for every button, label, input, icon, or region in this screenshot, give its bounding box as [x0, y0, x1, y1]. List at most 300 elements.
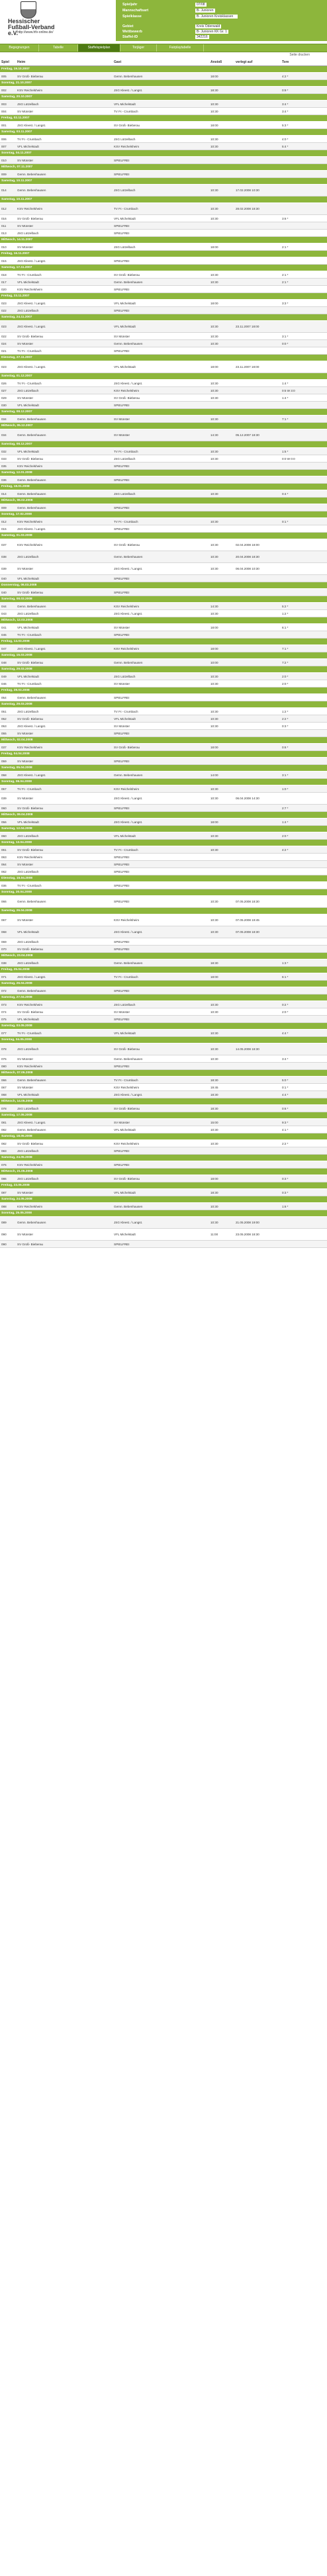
home-team[interactable]: JSG Lützelbach: [16, 1175, 113, 1182]
score[interactable]: 0:9 *: [281, 87, 327, 94]
score[interactable]: 0:5 W 3:0: [281, 387, 327, 394]
score[interactable]: [281, 307, 327, 314]
away-team[interactable]: Gemn. Bebenhausen: [113, 73, 209, 80]
score[interactable]: [281, 694, 327, 701]
score[interactable]: 0:1 *: [281, 518, 327, 525]
score[interactable]: [281, 525, 327, 533]
score[interactable]: [281, 589, 327, 596]
home-team[interactable]: SV Münster: [16, 861, 113, 868]
away-team[interactable]: SPIELFREI: [113, 157, 209, 164]
home-team[interactable]: SV Groß- Bieberau: [16, 215, 113, 222]
score[interactable]: 0:3 *: [281, 723, 327, 730]
association-url[interactable]: http://www.hfv-online.de/: [17, 30, 54, 34]
away-team[interactable]: Gemn. Bebenhausen: [113, 659, 209, 666]
home-team[interactable]: JSG Kleest. / Langst.: [16, 361, 113, 373]
home-team[interactable]: KSV Reichelsheim: [16, 1063, 113, 1070]
score[interactable]: 1:2 *: [281, 610, 327, 617]
home-team[interactable]: VFL Michelstadt: [16, 448, 113, 455]
tab-tabelle[interactable]: Tabelle: [39, 44, 78, 52]
home-team[interactable]: JSG Lützelbach: [16, 868, 113, 875]
away-team[interactable]: SPIELFREI: [113, 463, 209, 470]
away-team[interactable]: KSV Reichelsheim: [113, 143, 209, 150]
home-team[interactable]: JSG Lützelbach: [16, 1105, 113, 1112]
score[interactable]: 1:4 *: [281, 819, 327, 826]
away-team[interactable]: TV Fr.- Crumbach: [113, 203, 209, 215]
score[interactable]: [281, 926, 327, 938]
home-team[interactable]: JSG Lützelbach: [16, 387, 113, 394]
score[interactable]: 7:1 *: [281, 645, 327, 652]
score[interactable]: 7:1 *: [281, 416, 327, 423]
home-team[interactable]: VFL Michelstadt: [16, 279, 113, 286]
score[interactable]: 0:1 *: [281, 1084, 327, 1091]
home-team[interactable]: KSV Reichelsheim: [16, 854, 113, 861]
score[interactable]: 0:2 *: [281, 1001, 327, 1008]
home-team[interactable]: SV Groß- Bieberau: [16, 846, 113, 854]
score[interactable]: [281, 230, 327, 237]
away-team[interactable]: SV Münster: [113, 333, 209, 340]
home-team[interactable]: JSG Kleest. / Langst.: [16, 257, 113, 265]
home-team[interactable]: SV Münster: [16, 1189, 113, 1196]
print-link[interactable]: Seite drucken: [289, 53, 310, 57]
away-team[interactable]: SPIELFREI: [113, 1241, 209, 1248]
away-team[interactable]: SPIELFREI: [113, 938, 209, 946]
home-team[interactable]: JSG Lützelbach: [16, 1147, 113, 1155]
home-team[interactable]: KSV Reichelsheim: [16, 286, 113, 293]
home-team[interactable]: Gemn. Bebenhausen: [16, 429, 113, 441]
away-team[interactable]: VFL Michelstadt: [113, 1126, 209, 1133]
away-team[interactable]: SPIELFREI: [113, 589, 209, 596]
score[interactable]: [281, 203, 327, 215]
away-team[interactable]: TV Fr.- Crumbach: [113, 1077, 209, 1084]
away-team[interactable]: SV Münster: [113, 416, 209, 423]
score[interactable]: [281, 631, 327, 639]
score[interactable]: 2:1 *: [281, 244, 327, 251]
score[interactable]: [281, 185, 327, 197]
away-team[interactable]: KSV Reichelsheim: [113, 1140, 209, 1147]
score[interactable]: 2:1 *: [281, 279, 327, 286]
home-team[interactable]: Gemn. Bebenhausen: [16, 171, 113, 178]
away-team[interactable]: SPIELFREI: [113, 402, 209, 409]
home-team[interactable]: JSG Lützelbach: [16, 101, 113, 108]
home-team[interactable]: VFL Michelstadt: [16, 1016, 113, 1023]
score[interactable]: 1:4 *: [281, 394, 327, 402]
away-team[interactable]: TV Fr.- Crumbach: [113, 708, 209, 715]
home-team[interactable]: SV Groß- Bieberau: [16, 659, 113, 666]
away-team[interactable]: SPIELFREI: [113, 1016, 209, 1023]
home-team[interactable]: TV Fr.- Crumbach: [16, 882, 113, 889]
away-team[interactable]: SPIELFREI: [113, 525, 209, 533]
score[interactable]: [281, 222, 327, 230]
score[interactable]: [281, 987, 327, 995]
score[interactable]: [281, 938, 327, 946]
away-team[interactable]: SPIELFREI: [113, 1147, 209, 1155]
away-team[interactable]: JSG Kleest. / Langst.: [113, 563, 209, 575]
away-team[interactable]: SPIELFREI: [113, 347, 209, 355]
away-team[interactable]: JSG Kleest. / Langst.: [113, 819, 209, 826]
away-team[interactable]: VFL Michelstadt: [113, 1229, 209, 1241]
score[interactable]: 2:2 *: [281, 1140, 327, 1147]
home-team[interactable]: SV Münster: [16, 730, 113, 737]
away-team[interactable]: Gemn. Bebenhausen: [113, 340, 209, 347]
home-team[interactable]: JSG Lützelbach: [16, 1044, 113, 1055]
home-team[interactable]: VFL Michelstadt: [16, 575, 113, 582]
away-team[interactable]: TV Fr.- Crumbach: [113, 448, 209, 455]
score[interactable]: [281, 575, 327, 582]
away-team[interactable]: SPIELFREI: [113, 504, 209, 511]
score[interactable]: [281, 463, 327, 470]
score[interactable]: [281, 758, 327, 765]
score[interactable]: 4:4 *: [281, 1091, 327, 1098]
home-team[interactable]: VFL Michelstadt: [16, 926, 113, 938]
score[interactable]: 4:4 *: [281, 1030, 327, 1037]
home-team[interactable]: Gemn. Bebenhausen: [16, 1077, 113, 1084]
away-team[interactable]: JSG Kleest. / Langst.: [113, 793, 209, 805]
score[interactable]: 3:1 *: [281, 772, 327, 779]
away-team[interactable]: SPIELFREI: [113, 758, 209, 765]
home-team[interactable]: KSV Reichelsheim: [16, 1203, 113, 1210]
home-team[interactable]: Gemn. Bebenhausen: [16, 416, 113, 423]
home-team[interactable]: JSG Lützelbach: [16, 708, 113, 715]
away-team[interactable]: SPIELFREI: [113, 631, 209, 639]
away-team[interactable]: JSG Kleest. / Langst.: [113, 87, 209, 94]
score[interactable]: [281, 896, 327, 908]
home-team[interactable]: SV Groß- Bieberau: [16, 715, 113, 723]
away-team[interactable]: SV Münster: [113, 680, 209, 688]
score[interactable]: 6:1 *: [281, 973, 327, 981]
away-team[interactable]: TV Fr.- Crumbach: [113, 846, 209, 854]
away-team[interactable]: KSV Reichelsheim: [113, 603, 209, 610]
home-team[interactable]: VFL Michelstadt: [16, 402, 113, 409]
score[interactable]: [281, 793, 327, 805]
score[interactable]: [281, 861, 327, 868]
score[interactable]: 4:1 *: [281, 1126, 327, 1133]
away-team[interactable]: SPIELFREI: [113, 896, 209, 908]
away-team[interactable]: KSV Reichelsheim: [113, 785, 209, 793]
home-team[interactable]: SV Münster: [16, 1055, 113, 1063]
away-team[interactable]: SPIELFREI: [113, 946, 209, 953]
away-team[interactable]: VFL Michelstadt: [113, 1030, 209, 1037]
away-team[interactable]: JSG Lützelbach: [113, 1001, 209, 1008]
away-team[interactable]: SPIELFREI: [113, 1063, 209, 1070]
home-team[interactable]: TV Fr.- Crumbach: [16, 631, 113, 639]
score[interactable]: [281, 429, 327, 441]
home-team[interactable]: Gemn. Bebenhausen: [16, 1217, 113, 1229]
away-team[interactable]: Gemn. Bebenhausen: [113, 1055, 209, 1063]
away-team[interactable]: SPIELFREI: [113, 805, 209, 812]
away-team[interactable]: JSG Lützelbach: [113, 244, 209, 251]
away-team[interactable]: SPIELFREI: [113, 861, 209, 868]
away-team[interactable]: JSG Kleest. / Langst.: [113, 926, 209, 938]
home-team[interactable]: SV Münster: [16, 1229, 113, 1241]
away-team[interactable]: SPIELFREI: [113, 307, 209, 314]
away-team[interactable]: KSV Reichelsheim: [113, 387, 209, 394]
score[interactable]: 5:3 *: [281, 122, 327, 129]
home-team[interactable]: SV Münster: [16, 793, 113, 805]
score[interactable]: [281, 504, 327, 511]
away-team[interactable]: Gemn. Bebenhausen: [113, 772, 209, 779]
away-team[interactable]: JSG Lützelbach: [113, 136, 209, 143]
away-team[interactable]: SPIELFREI: [113, 171, 209, 178]
home-team[interactable]: TV Fr.- Crumbach: [16, 785, 113, 793]
score[interactable]: 0:6 *: [281, 744, 327, 751]
score[interactable]: [281, 946, 327, 953]
score[interactable]: 9:3 *: [281, 1119, 327, 1126]
home-team[interactable]: KSV Reichelsheim: [16, 1161, 113, 1169]
away-team[interactable]: SV Groß- Bieberau: [113, 394, 209, 402]
score[interactable]: [281, 402, 327, 409]
home-team[interactable]: VFL Michelstadt: [16, 1091, 113, 1098]
home-team[interactable]: JSG Kleest. / Langst.: [16, 525, 113, 533]
score[interactable]: 2:1 *: [281, 271, 327, 279]
score[interactable]: [281, 1063, 327, 1070]
away-team[interactable]: SV Münster: [113, 1008, 209, 1016]
away-team[interactable]: VFL Michelstadt: [113, 832, 209, 840]
away-team[interactable]: Gemn. Bebenhausen: [113, 279, 209, 286]
away-team[interactable]: KSV Reichelsheim: [113, 914, 209, 926]
score[interactable]: [281, 286, 327, 293]
away-team[interactable]: SPIELFREI: [113, 730, 209, 737]
home-team[interactable]: TV Fr.- Crumbach: [16, 1030, 113, 1037]
home-team[interactable]: Gemn. Bebenhausen: [16, 1126, 113, 1133]
home-team[interactable]: SV Groß- Bieberau: [16, 333, 113, 340]
home-team[interactable]: SV Groß- Bieberau: [16, 805, 113, 812]
score[interactable]: 2:0 *: [281, 680, 327, 688]
home-team[interactable]: SV Münster: [16, 244, 113, 251]
away-team[interactable]: VFL Michelstadt: [113, 321, 209, 333]
away-team[interactable]: JSG Lützelbach: [113, 455, 209, 463]
away-team[interactable]: SPIELFREI: [113, 854, 209, 861]
away-team[interactable]: SPIELFREI: [113, 476, 209, 484]
home-team[interactable]: SV Groß- Bieberau: [16, 589, 113, 596]
score[interactable]: 3:6 *: [281, 215, 327, 222]
score[interactable]: 2:2 *: [281, 715, 327, 723]
away-team[interactable]: VFL Michelstadt: [113, 1189, 209, 1196]
home-team[interactable]: TV Fr.- Crumbach: [16, 271, 113, 279]
home-team[interactable]: VFL Michelstadt: [16, 624, 113, 631]
score[interactable]: 5:0 *: [281, 1077, 327, 1084]
away-team[interactable]: SPIELFREI: [113, 222, 209, 230]
home-team[interactable]: KSV Reichelsheim: [16, 744, 113, 751]
score[interactable]: 2:0 *: [281, 673, 327, 680]
score[interactable]: [281, 882, 327, 889]
home-team[interactable]: TV Fr.- Crumbach: [16, 347, 113, 355]
home-team[interactable]: SV Groß- Bieberau: [16, 455, 113, 463]
score[interactable]: 3:4 *: [281, 101, 327, 108]
score[interactable]: 3:4 *: [281, 108, 327, 115]
score[interactable]: 3:3 *: [281, 300, 327, 307]
home-team[interactable]: Gemn. Bebenhausen: [16, 987, 113, 995]
score[interactable]: 4:2 *: [281, 846, 327, 854]
tab-staffelspielplan[interactable]: Staffelspielplan: [78, 44, 120, 52]
score[interactable]: [281, 551, 327, 563]
score[interactable]: [281, 171, 327, 178]
home-team[interactable]: SV Groß- Bieberau: [16, 1008, 113, 1016]
away-team[interactable]: JSG Lützelbach: [113, 185, 209, 197]
score[interactable]: [281, 563, 327, 575]
home-team[interactable]: TV Fr.- Crumbach: [16, 680, 113, 688]
away-team[interactable]: SPIELFREI: [113, 575, 209, 582]
away-team[interactable]: Gemn. Bebenhausen: [113, 1203, 209, 1210]
home-team[interactable]: JSG Kleest. / Langst.: [16, 772, 113, 779]
away-team[interactable]: JSG Lützelbach: [113, 673, 209, 680]
score[interactable]: 0:3 *: [281, 1175, 327, 1182]
tab-fairplaytabelle[interactable]: Fairplaytabelle: [157, 44, 204, 52]
score[interactable]: [281, 1147, 327, 1155]
score[interactable]: [281, 1217, 327, 1229]
score[interactable]: 0:6 *: [281, 1105, 327, 1112]
score[interactable]: [281, 321, 327, 333]
away-team[interactable]: JSG Kleest. / Langst.: [113, 1217, 209, 1229]
away-team[interactable]: SV Groß- Bieberau: [113, 122, 209, 129]
away-team[interactable]: SV Münster: [113, 429, 209, 441]
score[interactable]: [281, 730, 327, 737]
away-team[interactable]: SPIELFREI: [113, 286, 209, 293]
home-team[interactable]: SV Groß- Bieberau: [16, 1241, 113, 1248]
home-team[interactable]: Gemn. Bebenhausen: [16, 603, 113, 610]
home-team[interactable]: SV Münster: [16, 340, 113, 347]
home-team[interactable]: JSG Lützelbach: [16, 551, 113, 563]
home-team[interactable]: JSG Kleest. / Langst.: [16, 645, 113, 652]
score[interactable]: 1:0 *: [281, 785, 327, 793]
home-team[interactable]: SV Münster: [16, 914, 113, 926]
away-team[interactable]: JSG Kleest. / Langst.: [113, 1091, 209, 1098]
away-team[interactable]: TV Fr.- Crumbach: [113, 108, 209, 115]
score[interactable]: 7:2 *: [281, 659, 327, 666]
home-team[interactable]: KSV Reichelsheim: [16, 518, 113, 525]
score[interactable]: [281, 914, 327, 926]
away-team[interactable]: TV Fr.- Crumbach: [113, 973, 209, 981]
score[interactable]: 4:2 *: [281, 73, 327, 80]
away-team[interactable]: SV Groß- Bieberau: [113, 539, 209, 551]
away-team[interactable]: KSV Reichelsheim: [113, 645, 209, 652]
home-team[interactable]: SV Münster: [16, 222, 113, 230]
home-team[interactable]: TV Fr.- Crumbach: [16, 136, 113, 143]
home-team[interactable]: Gemn. Bebenhausen: [16, 896, 113, 908]
home-team[interactable]: JSG Kleest. / Langst.: [16, 1119, 113, 1126]
score[interactable]: 0:4 *: [281, 490, 327, 498]
score[interactable]: 5:2 *: [281, 603, 327, 610]
score[interactable]: 1:4 *: [281, 380, 327, 387]
away-team[interactable]: VFL Michelstadt: [113, 715, 209, 723]
score[interactable]: 6:1 *: [281, 624, 327, 631]
home-team[interactable]: JSG Lützelbach: [16, 959, 113, 967]
home-team[interactable]: SV Groß- Bieberau: [16, 946, 113, 953]
home-team[interactable]: Gemn. Bebenhausen: [16, 490, 113, 498]
home-team[interactable]: JSG Kleest. / Langst.: [16, 122, 113, 129]
score[interactable]: 0:0 *: [281, 340, 327, 347]
score[interactable]: [281, 157, 327, 164]
score[interactable]: [281, 1016, 327, 1023]
score[interactable]: [281, 476, 327, 484]
home-team[interactable]: VFL Michelstadt: [16, 819, 113, 826]
home-team[interactable]: KSV Reichelsheim: [16, 463, 113, 470]
association-logo[interactable]: [8, 1, 54, 36]
home-team[interactable]: VFL Michelstadt: [16, 143, 113, 150]
home-team[interactable]: JSG Kleest. / Langst.: [16, 321, 113, 333]
home-team[interactable]: SV Münster: [16, 157, 113, 164]
home-team[interactable]: SV Münster: [16, 758, 113, 765]
score[interactable]: [281, 347, 327, 355]
score[interactable]: 4:0 *: [281, 136, 327, 143]
away-team[interactable]: Gemn. Bebenhausen: [113, 551, 209, 563]
away-team[interactable]: SPIELFREI: [113, 882, 209, 889]
tab-torjaeger[interactable]: Torjäger: [120, 44, 157, 52]
home-team[interactable]: SV Münster: [16, 394, 113, 402]
home-team[interactable]: SV Groß- Bieberau: [16, 73, 113, 80]
score[interactable]: 0:3 *: [281, 1189, 327, 1196]
home-team[interactable]: JSG Lützelbach: [16, 832, 113, 840]
score[interactable]: [281, 854, 327, 861]
home-team[interactable]: JSG Kleest. / Langst.: [16, 723, 113, 730]
home-team[interactable]: Gemn. Bebenhausen: [16, 476, 113, 484]
home-team[interactable]: SV Münster: [16, 563, 113, 575]
away-team[interactable]: JSG Kleest. / Langst.: [113, 610, 209, 617]
away-team[interactable]: VFL Michelstadt: [113, 361, 209, 373]
home-team[interactable]: KSV Reichelsheim: [16, 87, 113, 94]
away-team[interactable]: SV Groß- Bieberau: [113, 1105, 209, 1112]
score[interactable]: 2:0 *: [281, 832, 327, 840]
score[interactable]: [281, 1241, 327, 1248]
score[interactable]: 2:0 *: [281, 1008, 327, 1016]
score[interactable]: 2:7 *: [281, 805, 327, 812]
home-team[interactable]: SV Münster: [16, 108, 113, 115]
home-team[interactable]: TV Fr.- Crumbach: [16, 380, 113, 387]
away-team[interactable]: JSG Kleest. / Langst.: [113, 380, 209, 387]
away-team[interactable]: SPIELFREI: [113, 694, 209, 701]
away-team[interactable]: SV Groß- Bieberau: [113, 744, 209, 751]
score[interactable]: 1:5 *: [281, 448, 327, 455]
away-team[interactable]: VFL Michelstadt: [113, 300, 209, 307]
away-team[interactable]: VFL Michelstadt: [113, 215, 209, 222]
home-team[interactable]: Gemn. Bebenhausen: [16, 185, 113, 197]
away-team[interactable]: SV Münster: [113, 1119, 209, 1126]
score[interactable]: 3:1 *: [281, 333, 327, 340]
tab-begegnungen[interactable]: Begegnungen: [0, 44, 39, 52]
score[interactable]: [281, 868, 327, 875]
score[interactable]: [281, 361, 327, 373]
away-team[interactable]: SPIELFREI: [113, 987, 209, 995]
score[interactable]: 5:4 *: [281, 143, 327, 150]
away-team[interactable]: SPIELFREI: [113, 1161, 209, 1169]
score[interactable]: [281, 1044, 327, 1055]
score[interactable]: 1:6 *: [281, 1203, 327, 1210]
away-team[interactable]: SPIELFREI: [113, 230, 209, 237]
away-team[interactable]: SV Groß- Bieberau: [113, 1044, 209, 1055]
away-team[interactable]: TV Fr.- Crumbach: [113, 518, 209, 525]
home-team[interactable]: Gemn. Bebenhausen: [16, 694, 113, 701]
home-team[interactable]: KSV Reichelsheim: [16, 203, 113, 215]
away-team[interactable]: Gemn. Bebenhausen: [113, 959, 209, 967]
away-team[interactable]: SV Münster: [113, 723, 209, 730]
home-team[interactable]: JSG Lützelbach: [16, 938, 113, 946]
score[interactable]: [281, 257, 327, 265]
away-team[interactable]: VFL Michelstadt: [113, 101, 209, 108]
home-team[interactable]: SV Münster: [16, 1084, 113, 1091]
away-team[interactable]: KSV Reichelsheim: [113, 1084, 209, 1091]
home-team[interactable]: SV Groß- Bieberau: [16, 1140, 113, 1147]
away-team[interactable]: SPIELFREI: [113, 868, 209, 875]
home-team[interactable]: Gemn. Bebenhausen: [16, 504, 113, 511]
away-team[interactable]: SV Groß- Bieberau: [113, 1175, 209, 1182]
score[interactable]: 1:2 *: [281, 708, 327, 715]
score[interactable]: [281, 1229, 327, 1241]
home-team[interactable]: JSG Kleest. / Langst.: [16, 973, 113, 981]
home-team[interactable]: JSG Lützelbach: [16, 307, 113, 314]
home-team[interactable]: KSV Reichelsheim: [16, 1001, 113, 1008]
score[interactable]: 1:3 *: [281, 959, 327, 967]
score[interactable]: 0:0 W 0:0: [281, 455, 327, 463]
away-team[interactable]: SV Münster: [113, 624, 209, 631]
